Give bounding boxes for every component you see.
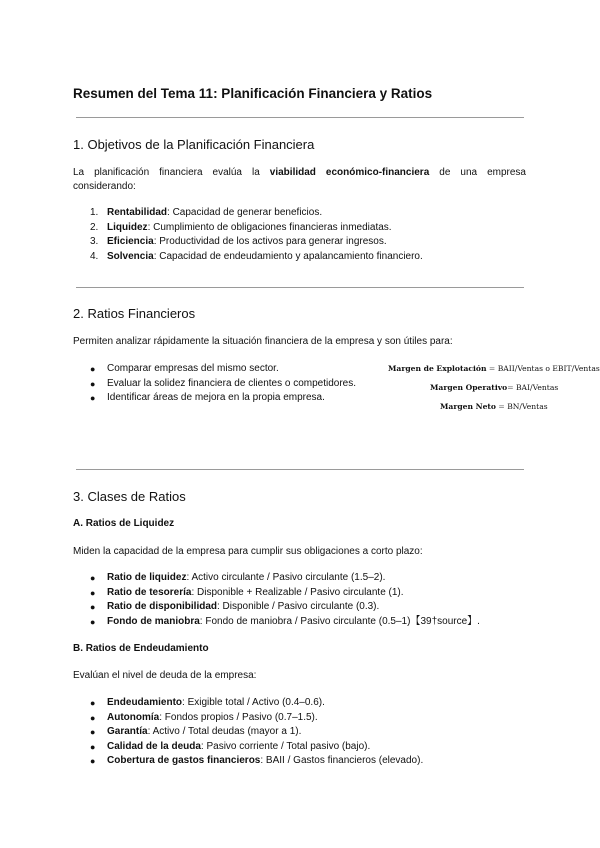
subsection-a-heading: A. Ratios de Liquidez: [73, 518, 175, 529]
list-item: ● Identificar áreas de mejora en la propia empresa.: [90, 392, 325, 403]
section-1-heading: 1. Objetivos de la Planificación Financiera: [73, 137, 315, 152]
subsection-a-intro: Miden la capacidad de la empresa para cumplir sus obligaciones a corto plazo:: [73, 546, 423, 557]
subsection-b-heading: B. Ratios de Endeudamiento: [73, 643, 209, 654]
list-item: ● Endeudamiento: Exigible total / Activo (0.4–0.6).: [90, 697, 325, 708]
list-item: ● Evaluar la solidez financiera de clientes o competidores.: [90, 377, 357, 389]
formula-margen-neto: Margen Neto = BN/Ventas: [440, 402, 548, 411]
divider: [76, 117, 524, 118]
subsection-b-intro: Evalúan el nivel de deuda de la empresa:: [73, 670, 257, 681]
list-item: ● Ratio de tesorería: Disponible + Realizable / Pasivo circulante (1).: [90, 586, 404, 598]
list-item: ● Garantía: Activo / Total deudas (mayor a 1).: [90, 726, 302, 737]
formula-margen-operativo: Margen Operativo= BAI/Ventas: [430, 383, 559, 392]
list-item: ● Comparar empresas del mismo sector.: [90, 363, 279, 374]
list-item: ● Ratio de disponibilidad: Disponible / Pasivo circulante (0.3).: [90, 601, 380, 612]
uses-list: [73, 362, 375, 406]
list-item: 1. Rentabilidad: Capacidad de generar beneficios.: [90, 207, 323, 218]
list-item: ● Autonomía: Fondos propios / Pasivo (0.7–1.5).: [90, 711, 318, 723]
formula-margen-explotacion: Margen de Explotación = BAII/Ventas o EBIT/Ventas: [388, 364, 600, 373]
list-item: ● Fondo de maniobra: Fondo de maniobra / Pasivo circulante (0.5–1)【39†source】.: [90, 615, 480, 627]
divider: [76, 469, 524, 470]
section-3-heading: 3. Clases de Ratios: [73, 489, 186, 504]
liquidity-ratios-list: [73, 571, 543, 629]
list-item: ● Ratio de liquidez: Activo circulante / Pasivo circulante (1.5–2).: [90, 572, 386, 583]
list-item: ● Cobertura de gastos financieros: BAII / Gastos financieros (elevado).: [90, 755, 424, 766]
list-item: 3. Eficiencia: Productividad de los activos para generar ingresos.: [90, 236, 387, 247]
page-title: Resumen del Tema 11: Planificación Financiera y Ratios: [73, 86, 433, 101]
list-item: ● Calidad de la deuda: Pasivo corriente / Total pasivo (bajo).: [90, 740, 371, 752]
debt-ratios-list: [73, 696, 543, 769]
list-item: 4. Solvencia: Capacidad de endeudamiento y apalancamiento financiero.: [90, 250, 423, 262]
divider: [76, 287, 524, 288]
section-2-heading: 2. Ratios Financieros: [73, 306, 196, 321]
section-2-intro: Permiten analizar rápidamente la situación financiera de la empresa y son útiles para:: [73, 336, 453, 347]
list-item: 2. Liquidez: Cumplimiento de obligaciones financieras inmediatas.: [90, 221, 392, 233]
objectives-list: [73, 206, 533, 264]
section-1-intro: La planificación financiera evalúa la viabilidad económico-financiera de una empresa considerando:: [73, 167, 526, 192]
